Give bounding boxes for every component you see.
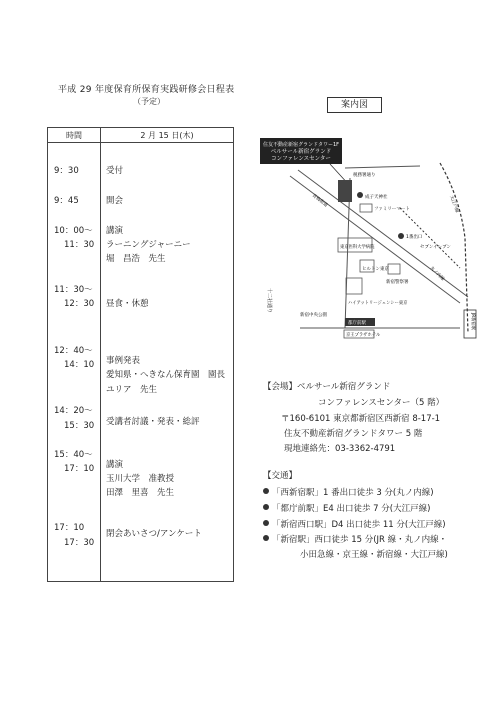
transport-continued: 小田急線・京王線・新宿線・大江戸線) bbox=[300, 550, 448, 560]
row-time: 14：20～ bbox=[54, 406, 93, 416]
transport-text: 「新宿駅」西口徒歩 15 分(JR 線・丸ノ内線・ bbox=[272, 535, 448, 545]
row-item: 堀 昌浩 先生 bbox=[106, 254, 166, 264]
map-label-keio: 京王プラザホテル bbox=[346, 333, 381, 338]
map-drawing bbox=[260, 138, 485, 344]
row-item: 事例発表 bbox=[106, 356, 141, 366]
venue-name: ベルサール新宿グランド bbox=[297, 382, 391, 392]
top-road bbox=[345, 166, 420, 168]
family-mart bbox=[360, 204, 372, 212]
row-time: 12：40～ bbox=[54, 346, 93, 356]
map-label-family: ファミリーマート bbox=[374, 207, 410, 212]
row-time-end: 14：10 bbox=[64, 360, 95, 370]
bullet-icon bbox=[263, 520, 269, 526]
row-item: 田澤 里喜 先生 bbox=[106, 488, 175, 498]
bullet-icon bbox=[263, 504, 269, 510]
venue-label: 【会場】 bbox=[263, 382, 298, 392]
map-label-hospital: 東京医科大学病院 bbox=[340, 245, 375, 250]
map-label-marunouchi: 丸ノ内線 bbox=[428, 265, 445, 283]
row-item: 講演 bbox=[106, 226, 124, 236]
column-divider bbox=[100, 128, 101, 581]
row-time-end: 12：30 bbox=[64, 299, 95, 309]
map-label-park: 新宿中央公園 bbox=[300, 313, 327, 318]
map-header-line1: 住友不動産新宿グランドタワー1F bbox=[262, 142, 340, 148]
transport-text: 「都庁前駅」E4 出口徒歩 7 分(大江戸線) bbox=[272, 504, 431, 514]
row-item: ユリア 先生 bbox=[106, 385, 158, 395]
transport-text: 「新宿西口駅」D4 出口徒歩 11 分(大江戸線) bbox=[272, 520, 446, 530]
map-label-shrine: 成子天神社 bbox=[365, 195, 388, 200]
venue-line bbox=[263, 380, 390, 392]
police-building bbox=[388, 264, 400, 274]
map-label-juniso: 十二社通り bbox=[266, 288, 272, 314]
transport-item bbox=[263, 533, 447, 545]
map-label-tocho: 都庁前駅 bbox=[348, 321, 366, 326]
row-item: 受講者討議・発表・総評 bbox=[106, 417, 200, 427]
transport-label: 【交通】 bbox=[263, 471, 298, 481]
bullet-icon bbox=[263, 488, 269, 494]
row-time: 11：30～ bbox=[54, 285, 93, 295]
row-item: 閉会あいさつ/アンケート bbox=[106, 529, 202, 539]
map-label-police: 新宿警察署 bbox=[386, 280, 409, 285]
transport-text: 「西新宿駅」1 番出口徒歩 3 分(丸ノ内線) bbox=[272, 488, 434, 498]
venue-contact: 現地連絡先：03-3362-4791 bbox=[284, 444, 396, 454]
map-title: 案内図 bbox=[327, 97, 382, 113]
transport-item bbox=[263, 486, 434, 498]
map-label-hilton: ヒルトン東京 bbox=[362, 267, 389, 272]
row-time: 9：30 bbox=[54, 166, 79, 176]
row-item: 受付 bbox=[106, 166, 124, 176]
row-item: ラーニングジャーニー bbox=[106, 240, 191, 250]
access-map bbox=[260, 138, 485, 344]
row-item: 愛知県・へきなん保育園 園長 bbox=[106, 370, 226, 380]
row-time-end: 17：30 bbox=[64, 538, 95, 548]
venue-name2: コンファレンスセンター（5 階） bbox=[318, 398, 445, 408]
row-time-end: 11：30 bbox=[64, 240, 95, 250]
page-title: 平成 29 年度保育所保育実践研修会日程表 bbox=[58, 85, 235, 95]
map-label-hyatt: ハイアットリージェンシー東京 bbox=[348, 301, 408, 306]
hyatt-building bbox=[346, 278, 362, 294]
row-item: 講演 bbox=[106, 460, 124, 470]
col-time-header: 時間 bbox=[66, 131, 82, 140]
map-label-seven: セブンイレブン bbox=[420, 245, 451, 250]
venue-address: 〒160-6101 東京都新宿区西新宿 8-17-1 bbox=[281, 414, 441, 424]
transport-item bbox=[263, 518, 446, 530]
row-item: 玉川大学 准教授 bbox=[106, 474, 175, 484]
row-time: 9：45 bbox=[54, 196, 79, 206]
bullet-icon bbox=[263, 535, 269, 541]
map-header-line3: コンファレンスセンター bbox=[271, 156, 331, 162]
row-time: 10：00～ bbox=[54, 226, 93, 236]
row-time-end: 17：10 bbox=[64, 464, 95, 474]
row-item: 開会 bbox=[106, 196, 124, 206]
map-label-jr: JR新宿駅 bbox=[470, 313, 475, 331]
row-item: 昼食・休憩 bbox=[106, 299, 149, 309]
shrine-marker bbox=[357, 192, 363, 198]
schedule-header bbox=[48, 128, 233, 143]
map-label-garden: 税務署通り bbox=[353, 173, 376, 178]
venue-building bbox=[338, 180, 352, 202]
map-header-line2: ベルサール新宿グランド bbox=[270, 149, 332, 155]
page-subtitle: （予定） bbox=[133, 97, 165, 106]
map-label-oedo: 大江戸線 bbox=[448, 194, 459, 214]
row-time-end: 15：30 bbox=[64, 421, 95, 431]
transport-item bbox=[263, 502, 430, 514]
col-date-header: 2 月 15 日(木) bbox=[140, 131, 194, 140]
row-time: 17：10 bbox=[54, 523, 85, 533]
venue-address2: 住友不動産新宿グランドタワー 5 階 bbox=[284, 429, 423, 439]
schedule-table bbox=[47, 127, 234, 582]
exit-marker bbox=[398, 233, 404, 239]
row-time: 15：40～ bbox=[54, 450, 93, 460]
map-label-exit: 1番出口 bbox=[406, 235, 423, 240]
map-label-ome: 青梅街道 bbox=[310, 193, 329, 209]
